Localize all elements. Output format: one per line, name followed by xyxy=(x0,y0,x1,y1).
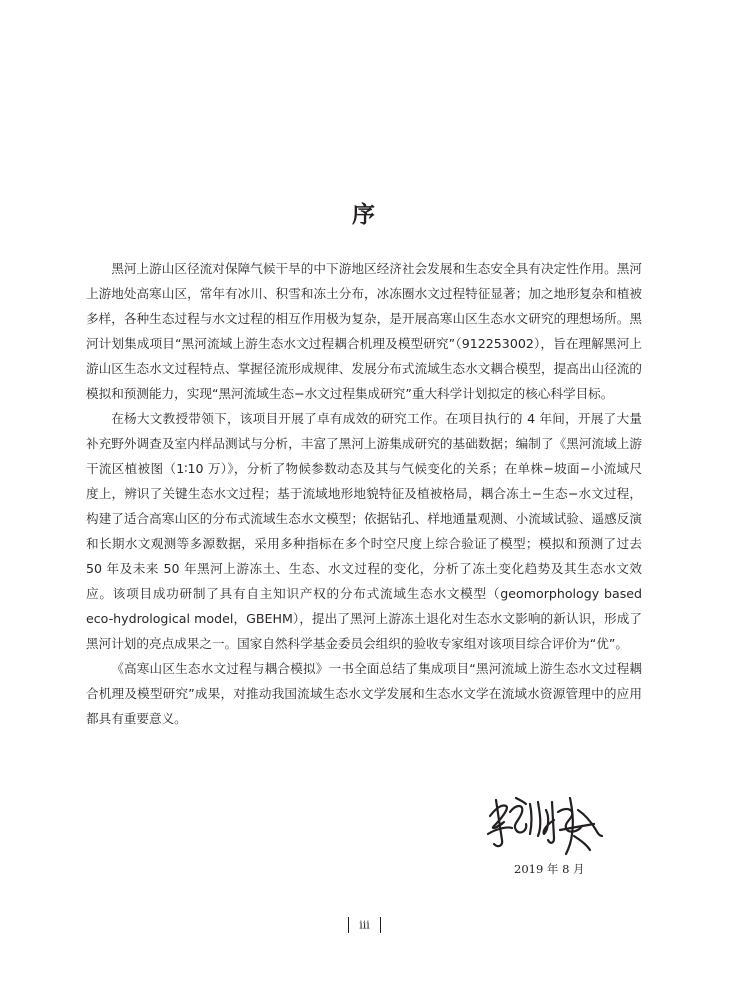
page-title: 序 xyxy=(352,202,377,228)
paragraph-1: 黑河上游山区径流对保障气候干旱的中下游地区经济社会发展和生态安全具有决定性作用。黑河上游地处高寒山区，常年有冰川、积雪和冻土分布，冰冻圈水文过程特征显著；加之地形复杂和植被多样，各种生态过程与水文过程的相互作用极为复杂，是开展高寒山区生态水文研究的理想场所。黑河计划集成项目“黑河流域上游生态水文过程耦合机理及模型研究”（912253002），旨在理解黑河上游山区生态水文过程特点、掌握径流形成规律、发展分布式流域生态水文耦合模型，提高出山径流的模拟和预测能力，实现“黑河流域生态−水文过程集成研究”重大科学计划拟定的核心科学目标。 xyxy=(86,261,642,401)
paragraph-2: 在杨大文教授带领下，该项目开展了卓有成效的研究工作。在项目执行的 4 年间，开展了大量补充野外调查及室内样品测试与分析，丰富了黑河上游集成研究的基础数据；编制了《黑河流域上游干流区植被图（1∶10 万）》，分析了物候参数动态及其与气候变化的关系；在单株−坡面−小流域尺度上，辨识了关键生态水文过程；基于流域地形地貌特征及植被格局，耦合冻土−生态−水文过程，构建了适合高寒山区的分布式流域生态水文模型；依据钻孔、样地通量观测、小流域试验、遥感反演和长期水文观测等多源数据，采用多种指标在多个时空尺度上综合验证了模型；模拟和预测了过去 50 年及未来 50 年黑河上游冻土、生态、水文过程的变化，分析了冻土变化趋势及其生态水文效应。该项目成功研制了具有自主知识产权的分布式流域生态水文模型（geomorphology based eco-hydrological model，GBEHM），提出了黑河上游冻土退化对生态水文影响的新认识，形成了黑河计划的亮点成果之一。国家自然科学基金委员会组织的验收专家组对该项目综合评价为“优”。 xyxy=(86,411,642,651)
handwritten-signature-icon xyxy=(486,790,604,858)
date-line: 2019 年 8 月 xyxy=(514,862,585,876)
preface-body xyxy=(86,256,642,731)
folio-right-rule xyxy=(380,917,381,933)
page-number: iii xyxy=(359,918,370,932)
page-number-footer xyxy=(0,917,729,933)
paragraph-3: 《高寒山区生态水文过程与耦合模拟》一书全面总结了集成项目“黑河流域上游生态水文过程耦合机理及模型研究”成果，对推动我国流域生态水文学发展和生态水文学在流域水资源管理中的应用都具有重要意义。 xyxy=(86,661,642,726)
folio-left-rule xyxy=(348,917,349,933)
